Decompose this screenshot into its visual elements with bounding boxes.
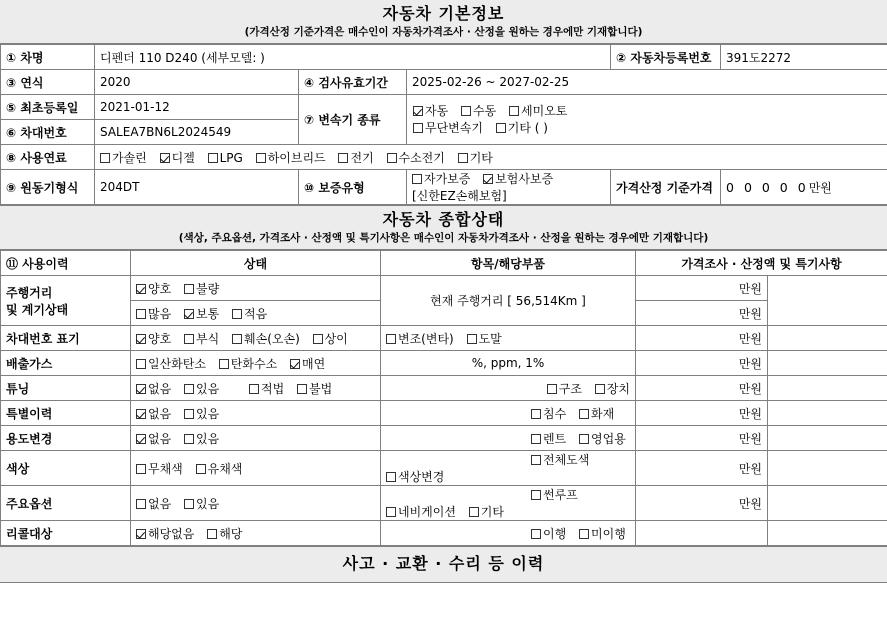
- checkbox-fuel-electric[interactable]: 전기: [338, 149, 373, 166]
- main-options-note[interactable]: [768, 486, 887, 521]
- tuning-note[interactable]: [768, 376, 887, 401]
- special-history-note[interactable]: [768, 401, 887, 426]
- checkbox-recall-applicable[interactable]: 해당: [207, 525, 242, 542]
- checkbox-warranty-self[interactable]: 자가보증: [412, 170, 470, 187]
- table-row: [1, 401, 887, 426]
- usage-change-note[interactable]: [768, 426, 887, 451]
- checkbox-vin-different[interactable]: 상이: [313, 330, 348, 347]
- checkbox-options-none[interactable]: 없음: [136, 495, 171, 512]
- transmission-options[interactable]: [407, 95, 887, 145]
- warranty-insurer-note: [신한EZ손해보험]: [412, 189, 507, 203]
- recall-state[interactable]: [131, 521, 381, 546]
- checkbox-warranty-insurance[interactable]: 보험사보증: [483, 170, 553, 187]
- checkbox-special-none[interactable]: 없음: [136, 405, 171, 422]
- color-state[interactable]: [131, 451, 381, 486]
- checkbox-options-exists[interactable]: 있음: [184, 495, 219, 512]
- special-history-parts[interactable]: [381, 401, 636, 426]
- checkbox-mileage-good[interactable]: 양호: [136, 280, 171, 297]
- color-price-unit[interactable]: 만원: [636, 451, 768, 486]
- section-overall-state-subtitle: (색상, 주요옵션, 가격조사 · 산정액 및 특기사항은 매수인이 자동차가격조사 · 산정을 원하는 경우에만 기재합니다): [178, 232, 709, 244]
- checkbox-emissions-smoke[interactable]: 매연: [290, 355, 325, 372]
- section-overall-state-banner: [0, 205, 887, 250]
- value-car-name[interactable]: 디펜더 110 D240 (세부모델: ): [95, 45, 611, 70]
- checkbox-special-flood[interactable]: 침수: [531, 405, 566, 422]
- overall-state-table: [0, 250, 887, 546]
- base-price-unit: 만원: [808, 180, 832, 195]
- mileage-state-good[interactable]: [131, 276, 381, 301]
- checkbox-recall-not-applicable[interactable]: 해당없음: [136, 525, 194, 542]
- color-parts[interactable]: [381, 451, 636, 486]
- row-label-vin-marking: 차대번호 표기: [1, 326, 131, 351]
- section-accident-history-title: 사고 · 교환 · 수리 등 이력: [342, 554, 545, 573]
- checkbox-transmission-manual[interactable]: 수동: [461, 103, 496, 120]
- vin-marking-price-unit[interactable]: 만원: [636, 326, 768, 351]
- emissions-state[interactable]: [131, 351, 381, 376]
- mileage-note[interactable]: [768, 276, 887, 326]
- tuning-state[interactable]: [131, 376, 381, 401]
- checkbox-transmission-etc[interactable]: 기타 ( ): [496, 120, 548, 137]
- header-history: ⑪ 사용이력: [1, 251, 131, 276]
- value-base-price[interactable]: [721, 170, 887, 205]
- row-label-mileage-line1: 주행거리: [6, 285, 53, 300]
- section-basic-info-subtitle: (가격산정 기준가격은 매수인이 자동차가격조사 · 산정을 원하는 경우에만 기재합니다): [244, 26, 643, 38]
- tuning-parts[interactable]: [381, 376, 636, 401]
- recall-parts[interactable]: [381, 521, 636, 546]
- table-row: [1, 45, 887, 70]
- checkbox-options-navigation[interactable]: 네비게이션: [386, 503, 456, 520]
- checkbox-color-changed[interactable]: 색상변경: [386, 468, 444, 485]
- checkbox-options-etc[interactable]: 기타: [469, 503, 504, 520]
- checkbox-color-full-repaint[interactable]: 전체도색: [531, 451, 589, 468]
- checkbox-vin-corrosion[interactable]: 부식: [184, 330, 219, 347]
- value-inspection-valid[interactable]: 2025-02-26 ~ 2027-02-25: [407, 70, 887, 95]
- table-row: [1, 376, 887, 401]
- row-label-usage-change: 용도변경: [1, 426, 131, 451]
- usage-change-price-unit[interactable]: 만원: [636, 426, 768, 451]
- table-row: [1, 326, 887, 351]
- emissions-price-unit[interactable]: 만원: [636, 351, 768, 376]
- checkbox-fuel-lpg[interactable]: LPG: [208, 151, 243, 165]
- section-accident-history-banner: [0, 546, 887, 583]
- label-base-price: 가격산정 기준가격: [611, 170, 721, 205]
- table-row: [1, 486, 887, 521]
- section-basic-info-banner: [0, 0, 887, 44]
- label-vin: ⑥ 차대번호: [1, 120, 95, 145]
- usage-change-state[interactable]: [131, 426, 381, 451]
- emissions-values[interactable]: %, ppm, 1%: [381, 351, 636, 376]
- checkbox-tuning-legal[interactable]: 적법: [249, 380, 284, 397]
- vin-marking-state[interactable]: [131, 326, 381, 351]
- checkbox-mileage-bad[interactable]: 불량: [184, 280, 219, 297]
- label-year: ③ 연식: [1, 70, 95, 95]
- emissions-note[interactable]: [768, 351, 887, 376]
- checkbox-mileage-high[interactable]: 많음: [136, 305, 171, 322]
- checkbox-usage-rent[interactable]: 렌트: [531, 430, 566, 447]
- checkbox-emissions-co[interactable]: 일산화탄소: [136, 355, 206, 372]
- row-label-tuning: 튜닝: [1, 376, 131, 401]
- label-first-reg: ⑤ 최초등록일: [1, 95, 95, 120]
- tuning-price-unit[interactable]: 만원: [636, 376, 768, 401]
- row-label-mileage: [1, 276, 131, 326]
- row-label-main-options: 주요옵션: [1, 486, 131, 521]
- checkbox-vin-good[interactable]: 양호: [136, 330, 171, 347]
- label-car-name: ① 차명: [1, 45, 95, 70]
- value-vin[interactable]: SALEA7BN6L2024549: [95, 120, 299, 145]
- checkbox-usage-exists[interactable]: 있음: [184, 430, 219, 447]
- usage-change-parts[interactable]: [381, 426, 636, 451]
- label-engine-type: ⑨ 원동기형식: [1, 170, 95, 205]
- checkbox-tuning-device[interactable]: 장치: [595, 380, 630, 397]
- checkbox-fuel-hybrid[interactable]: 하이브리드: [256, 149, 326, 166]
- checkbox-usage-none[interactable]: 없음: [136, 430, 171, 447]
- value-reg-number[interactable]: 391도2272: [721, 45, 887, 70]
- table-row: [1, 351, 887, 376]
- fuel-options[interactable]: [95, 145, 887, 170]
- table-header-row: [1, 251, 887, 276]
- checkbox-vin-damage[interactable]: 훼손(오손): [232, 330, 300, 347]
- base-price-digits: 0 0 0 0 0: [726, 179, 809, 195]
- table-row: [1, 70, 887, 95]
- checkbox-mileage-low[interactable]: 적음: [232, 305, 267, 322]
- checkbox-vin-altered[interactable]: 변조(변타): [386, 330, 454, 347]
- row-label-special-history: 특별이력: [1, 401, 131, 426]
- row-label-color: 색상: [1, 451, 131, 486]
- row-label-emissions: 배출가스: [1, 351, 131, 376]
- label-transmission: ⑦ 변속기 종류: [299, 95, 407, 145]
- value-year[interactable]: 2020: [95, 70, 299, 95]
- header-parts: 항목/해당부품: [381, 251, 636, 276]
- vin-marking-note[interactable]: [768, 326, 887, 351]
- table-row: [1, 521, 887, 546]
- table-row: [1, 170, 887, 205]
- main-options-state[interactable]: [131, 486, 381, 521]
- vin-marking-parts[interactable]: [381, 326, 636, 351]
- recall-price-unit[interactable]: [636, 521, 768, 546]
- checkbox-tuning-illegal[interactable]: 불법: [297, 380, 332, 397]
- checkbox-special-exists[interactable]: 있음: [184, 405, 219, 422]
- row-label-recall: 리콜대상: [1, 521, 131, 546]
- mileage-state-amount[interactable]: [131, 301, 381, 326]
- checkbox-color-chromatic[interactable]: 유채색: [196, 460, 243, 477]
- checkbox-transmission-cvt[interactable]: 무단변속기: [413, 120, 483, 137]
- main-options-parts[interactable]: [381, 486, 636, 521]
- table-row: [1, 145, 887, 170]
- checkbox-transmission-semiauto[interactable]: 세미오토: [509, 103, 567, 120]
- mileage-price-unit-2[interactable]: 만원: [636, 301, 768, 326]
- label-reg-number: ② 자동차등록번호: [611, 45, 721, 70]
- recall-note[interactable]: [768, 521, 887, 546]
- special-history-price-unit[interactable]: 만원: [636, 401, 768, 426]
- checkbox-fuel-gasoline[interactable]: 가솔린: [100, 149, 147, 166]
- label-inspection-valid: ④ 검사유효기간: [299, 70, 407, 95]
- mileage-price-unit-1[interactable]: 만원: [636, 276, 768, 301]
- checkbox-usage-commercial[interactable]: 영업용: [579, 430, 626, 447]
- row-label-mileage-line2: 및 계기상태: [6, 302, 69, 317]
- checkbox-tuning-structure[interactable]: 구조: [547, 380, 582, 397]
- table-row: [1, 451, 887, 486]
- checkbox-transmission-auto[interactable]: 자동: [413, 103, 448, 120]
- warranty-options[interactable]: [407, 170, 611, 205]
- value-engine-type[interactable]: 204DT: [95, 170, 299, 205]
- section-overall-state-title: 자동차 종합상태: [382, 210, 505, 229]
- basic-info-table: [0, 44, 887, 205]
- main-options-price-unit[interactable]: 만원: [636, 486, 768, 521]
- label-fuel: ⑧ 사용연료: [1, 145, 95, 170]
- value-first-reg[interactable]: 2021-01-12: [95, 95, 299, 120]
- header-state: 상태: [131, 251, 381, 276]
- checkbox-vin-erased[interactable]: 도말: [467, 330, 502, 347]
- checkbox-tuning-none[interactable]: 없음: [136, 380, 171, 397]
- checkbox-tuning-exists[interactable]: 있음: [184, 380, 219, 397]
- checkbox-color-achromatic[interactable]: 무채색: [136, 460, 183, 477]
- checkbox-mileage-normal[interactable]: 보통: [184, 305, 219, 322]
- checkbox-fuel-diesel[interactable]: 디젤: [160, 149, 195, 166]
- checkbox-fuel-hydrogen[interactable]: 수소전기: [387, 149, 445, 166]
- color-note[interactable]: [768, 451, 887, 486]
- table-row: [1, 276, 887, 301]
- label-warranty-type: ⑩ 보증유형: [299, 170, 407, 205]
- table-row: [1, 426, 887, 451]
- checkbox-fuel-etc[interactable]: 기타: [458, 149, 493, 166]
- checkbox-emissions-hc[interactable]: 탄화수소: [219, 355, 277, 372]
- table-row: [1, 95, 887, 120]
- section-basic-info-title: 자동차 기본정보: [382, 4, 505, 23]
- checkbox-special-fire[interactable]: 화재: [579, 405, 614, 422]
- special-history-state[interactable]: [131, 401, 381, 426]
- checkbox-options-sunroof[interactable]: 썬루프: [531, 486, 578, 503]
- checkbox-recall-done[interactable]: 이행: [531, 525, 566, 542]
- checkbox-recall-not-done[interactable]: 미이행: [579, 525, 626, 542]
- header-price-note: 가격조사 · 산정액 및 특기사항: [636, 251, 887, 276]
- mileage-value: 현재 주행거리 [ 56,514Km ]: [381, 276, 636, 326]
